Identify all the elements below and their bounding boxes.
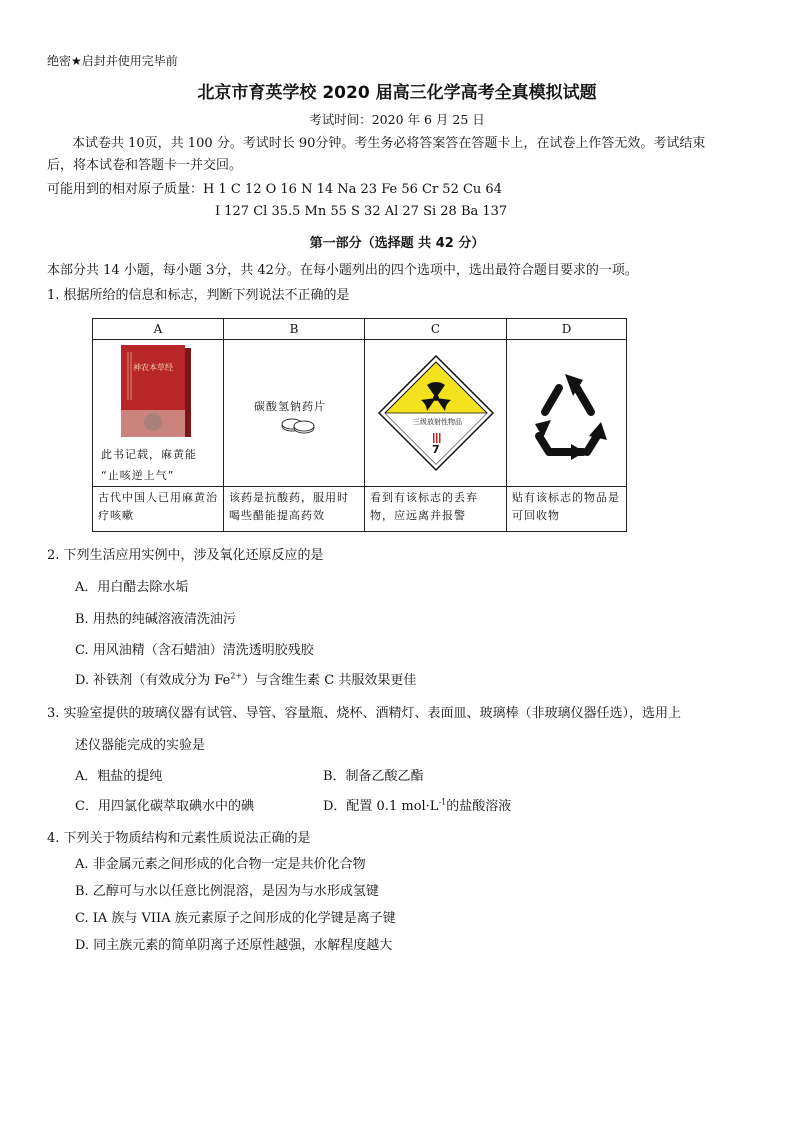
- radioactive-sign-number: 7: [432, 443, 440, 456]
- radioactive-hazard-icon: [365, 340, 507, 486]
- q2-option-d-post: ）与含维生素 C 共服效果更佳: [242, 673, 417, 688]
- q3-option-d-post: 的盐酸溶液: [446, 799, 512, 814]
- book-title: 神农本草经: [133, 363, 173, 372]
- q4-option-d: D. 同主族元素的简单阴离子还原性越强，水解程度越大: [75, 938, 393, 953]
- q4-option-b: B. 乙醇可与水以任意比例混溶，是因为与水形成氢键: [75, 884, 379, 899]
- q3-stem-2: 述仪器能完成的实验是: [75, 738, 206, 753]
- confidential-notice: 绝密★启封并使用完毕前: [47, 54, 178, 68]
- intro-line-2: 后，将本试卷和答题卡一并交回。: [47, 158, 243, 173]
- q1-cell-a-image: [93, 340, 224, 487]
- q1-a-note-1: 此书记载，麻黄能: [101, 448, 197, 461]
- q1-col-a: A: [93, 319, 224, 340]
- q1-cell-d-image: [507, 340, 627, 487]
- radioactive-sign-text: 三级放射性物品: [413, 418, 462, 426]
- q1-a-note-2: “止咳逆上气”: [101, 469, 175, 482]
- q3-option-b: B．制备乙酸乙酯: [323, 769, 424, 784]
- q2-option-d-pre: D. 补铁剂（有效成分为 Fe: [75, 673, 231, 688]
- q1-stem: 1. 根据所给的信息和标志，判断下列说法不正确的是: [47, 288, 350, 303]
- q1-cell-c-image: [365, 340, 507, 487]
- q1-desc-a: 古代中国人已用麻黄治疗咳嗽: [93, 487, 224, 532]
- exam-time: 考试时间：2020 年 6 月 25 日: [309, 112, 485, 127]
- q1-col-b: B: [224, 319, 365, 340]
- q2-stem: 2. 下列生活应用实例中，涉及氧化还原反应的是: [47, 548, 324, 563]
- q1-col-c: C: [365, 319, 507, 340]
- q3-option-d-pre: D．配置 0.1 mol·L: [323, 799, 439, 814]
- q1-col-d: D: [507, 319, 627, 340]
- intro-line-1: 本试卷共 10页，共 100 分。考试时长 90分钟。考生务必将答案答在答题卡上，在试卷上作答无效。考试结束: [72, 136, 706, 151]
- q1-desc-c: 看到有该标志的丢弃物，应远离并报警: [365, 487, 507, 532]
- q3-option-c: C．用四氯化碳萃取碘水中的碘: [75, 799, 254, 814]
- q4-option-a: A. 非金属元素之间形成的化合物一定是共价化合物: [75, 857, 366, 872]
- q4-option-c: C. IA 族与 VIIA 族元素原子之间形成的化学键是离子键: [75, 911, 396, 926]
- q4-stem: 4. 下列关于物质结构和元素性质说法正确的是: [47, 831, 311, 846]
- page-title: 北京市育英学校 2020 届高三化学高考全真模拟试题: [197, 83, 597, 103]
- q3-option-d-sup: -1: [438, 797, 447, 807]
- q1-desc-b: 该药是抗酸药，服用时喝些醋能提高药效: [224, 487, 365, 532]
- q3-stem-1: 3. 实验室提供的玻璃仪器有试管、导管、容量瓶、烧杯、酒精灯、表面皿、玻璃棒（非玻璃仪器任选），选用上: [47, 706, 682, 721]
- atomic-mass-line-1: 可能用到的相对原子质量：H 1 C 12 O 16 N 14 Na 23 Fe 56 Cr 52 Cu 64: [47, 182, 502, 197]
- q1-table: [92, 318, 627, 532]
- recycle-icon: [507, 340, 627, 486]
- q2-option-b: B. 用热的纯碱溶液清洗油污: [75, 612, 236, 627]
- q1-desc-d: 贴有该标志的物品是可回收物: [507, 487, 627, 532]
- q2-option-c: C. 用风油精（含石蜡油）清洗透明胶残胶: [75, 643, 314, 658]
- q3-option-a: A．粗盐的提纯: [75, 769, 163, 784]
- tablets-icon: [224, 340, 365, 486]
- q2-option-d-sup: 2+: [230, 671, 243, 681]
- q2-option-d: [75, 669, 416, 688]
- q2-option-a: A．用白醋去除水垢: [75, 580, 189, 595]
- atomic-mass-line-2: I 127 Cl 35.5 Mn 55 S 32 Al 27 Si 28 Ba 137: [215, 204, 508, 219]
- part1-instructions: 本部分共 14 小题，每小题 3分，共 42分。在每小题列出的四个选项中，选出最符合题目要求的一项。: [47, 263, 638, 278]
- q1-b-label: 碳酸氢钠药片: [254, 400, 326, 413]
- part1-heading: 第一部分（选择题 共 42 分）: [309, 236, 485, 251]
- q1-cell-b-image: [224, 340, 365, 487]
- q3-option-d: [323, 795, 511, 814]
